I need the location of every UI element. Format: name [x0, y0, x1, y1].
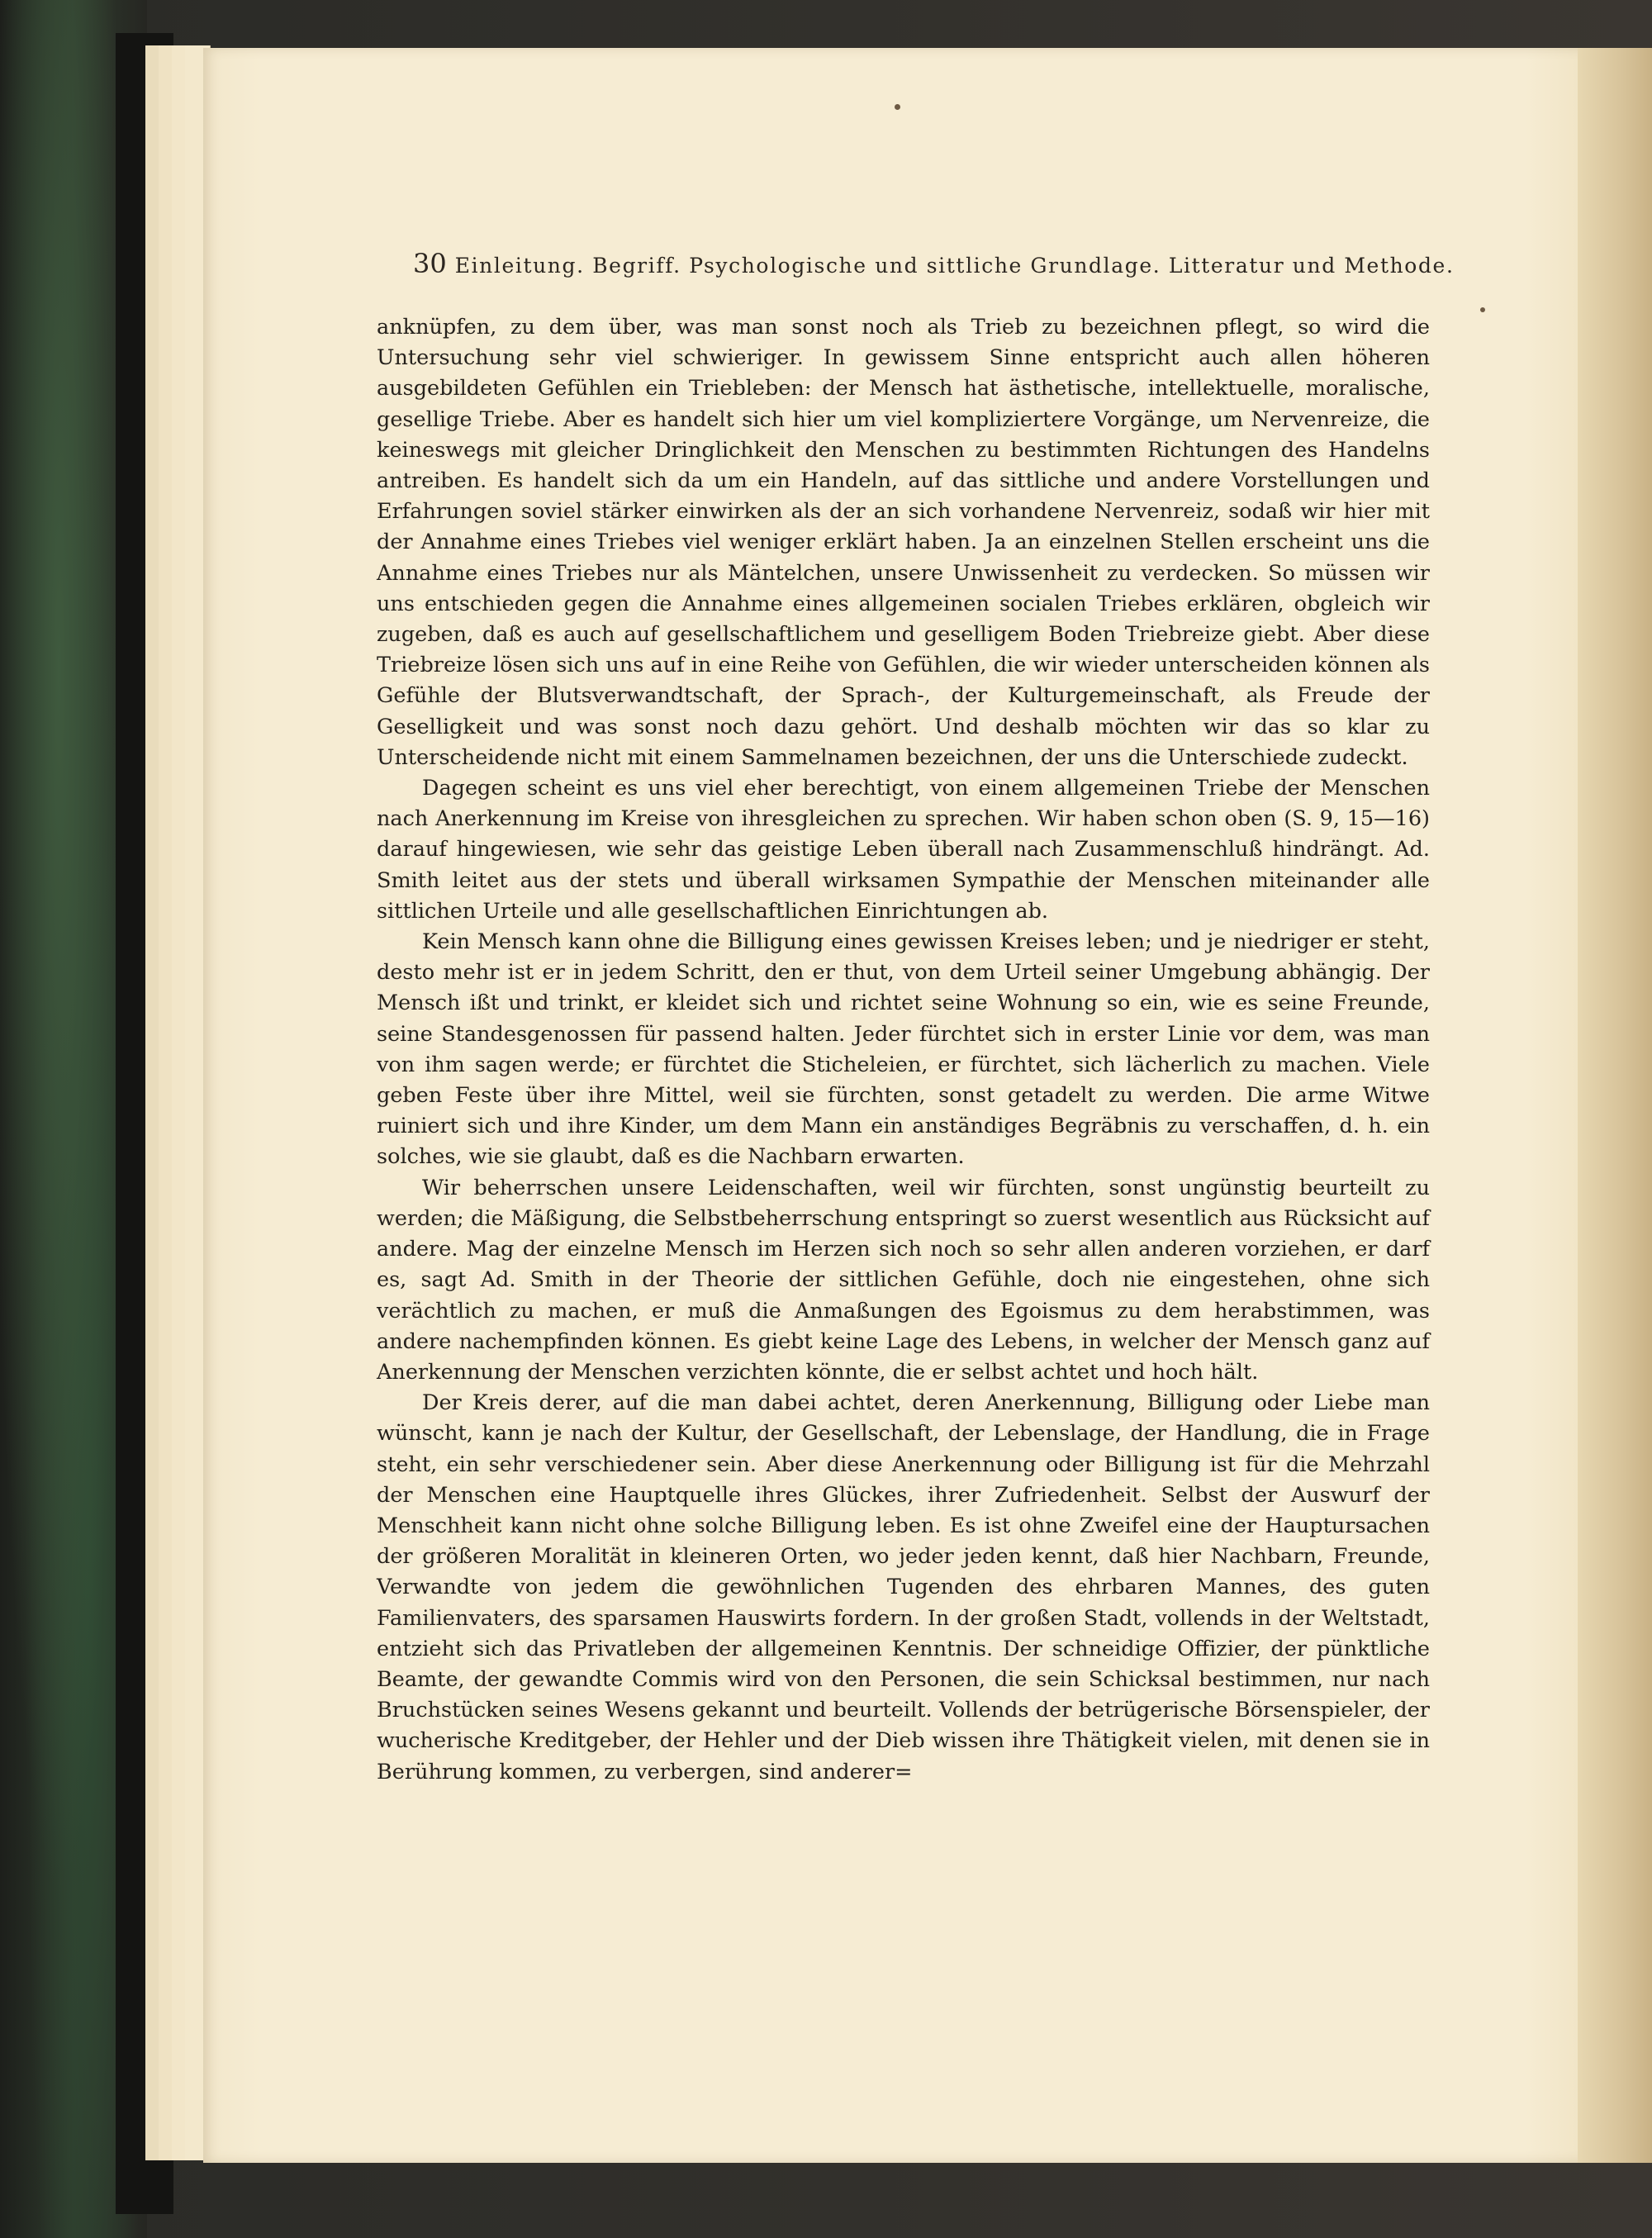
- paragraph: Kein Mensch kann ohne die Billigung eines gewissen Kreises leben; und je niedriger er steht, desto mehr ist er in jedem Schritt, den er thut, von dem Urteil seiner Umgebung abhängig. Der Mensch ißt und trinkt, er kleidet sich und richtet seine Wohnung so ein, wie es seine Freunde, seine Standesgenossen für passend halten. Jeder fürchtet sich in erster Linie vor dem, was man von ihm sagen werde; er fürchtet die Sticheleien, er fürchtet, sich lächerlich zu machen. Viele geben Feste über ihre Mittel, weil sie fürchten, sonst getadelt zu werden. Die arme Witwe ruiniert sich und ihre Kinder, um dem Mann ein anständiges Begräbnis zu verschaffen, d. h. ein solches, wie sie glaubt, daß es die Nachbarn erwarten.: [377, 929, 1430, 1170]
- ink-speck: [895, 104, 900, 110]
- paragraph: Der Kreis derer, auf die man dabei achtet, deren Anerkennung, Billigung oder Liebe man wünscht, kann je nach der Kultur, der Gesellschaft, der Lebenslage, der Handlung, die in Frage steht, ein sehr verschiedener sein. Aber diese Anerkennung oder Billigung ist für die Mehrzahl der Menschen eine Hauptquelle ihres Glückes, ihrer Zufriedenheit. Selbst der Auswurf der Menschheit kann nicht ohne solche Billigung leben. Es ist ohne Zweifel eine der Hauptursachen der größeren Moralität in kleineren Orten, wo jeder jeden kennt, daß hier Nachbarn, Freunde, Verwandte von jedem die gewöhnlichen Tugenden des ehrbaren Mannes, des guten Familienvaters, des sparsamen Hauswirts fordern. In der großen Stadt, vollends in der Weltstadt, entzieht sich das Privatleben der allgemeinen Kenntnis. Der schneidige Offizier, der pünktliche Beamte, der gewandte Commis wird von den Personen, die sein Schicksal bestimmen, nur nach Bruchstücken seines Wesens gekannt und beurteilt. Vollends der betrügerische Börsenspieler, der wucherische Kreditgeber, der Hehler und der Dieb wissen ihre Thätigkeit vielen, mit denen sie in Berührung kommen, zu verbergen, sind anderer=: [377, 1390, 1430, 1784]
- paragraph: Dagegen scheint es uns viel eher berechtigt, von einem allgemeinen Triebe der Menschen nach Anerkennung im Kreise von ihresgleichen zu sprechen. Wir haben schon oben (S. 9, 15—16) darauf hingewiesen, wie sehr das geistige Leben überall nach Zusammenschluß hindrängt. Ad. Smith leitet aus der stets und überall wirksamen Sympathie der Menschen miteinander alle sittlichen Urteile und alle gesellschaftlichen Einrichtungen ab.: [377, 776, 1430, 924]
- running-head: Einleitung. Begriff. Psychologische und sittliche Grundlage. Litteratur und Methode.: [454, 254, 1455, 278]
- ink-speck: [1480, 307, 1485, 312]
- body-text: [377, 312, 1430, 1788]
- paragraph: anknüpfen, zu dem über, was man sonst noch als Trieb zu bezeichnen pflegt, so wird die Untersuchung sehr viel schwieriger. In gewissem Sinne entspricht auch allen höheren ausgebildeten Gefühlen ein Triebleben: der Mensch hat ästhetische, intellektuelle, moralische, gesellige Triebe. Aber es handelt sich hier um viel kompliziertere Vorgänge, um Nervenreize, die keineswegs mit gleicher Dringlichkeit den Menschen zu bestimmten Richtungen des Handelns antreiben. Es handelt sich da um ein Handeln, auf das sittliche und andere Vorstellungen und Erfahrungen soviel stärker einwirken als der an sich vorhandene Nervenreiz, sodaß wir hier mit der Annahme eines Triebes viel weniger erklärt haben. Ja an einzelnen Stellen erscheint uns die Annahme eines Triebes nur als Mäntelchen, unsere Unwissenheit zu verdecken. So müssen wir uns entschieden gegen die Annahme eines allgemeinen socialen Triebes erklären, obgleich wir zugeben, daß es auch auf gesellschaftlichem und geselligem Boden Triebreize giebt. Aber diese Triebreize lösen sich uns auf in eine Reihe von Gefühlen, die wir wieder unterscheiden können als Gefühle der Blutsverwandtschaft, der Sprach-, der Kulturgemeinschaft, als Freude der Geselligkeit und was sonst noch dazu gehört. Und deshalb möchten wir das so klar zu Unterscheidende nicht mit einem Sammelnamen bezeichnen, der uns die Unterschiede zudeckt.: [377, 315, 1430, 770]
- page-header: [413, 248, 1455, 284]
- page-gutter: [1578, 48, 1652, 2163]
- page-number: 30: [413, 248, 447, 279]
- paragraph: Wir beherrschen unsere Leidenschaften, weil wir fürchten, sonst ungünstig beurteilt zu werden; die Mäßigung, die Selbstbeherrschung entspringt so zuerst wesentlich aus Rücksicht auf andere. Mag der einzelne Mensch im Herzen sich noch so sehr allen anderen vorziehen, er darf es, sagt Ad. Smith in der Theorie der sittlichen Gefühle, doch nie eingestehen, ohne sich verächtlich zu machen, er muß die Anmaßungen des Egoismus zu dem herabstimmen, was andere nachempfinden können. Es giebt keine Lage des Lebens, in welcher der Mensch ganz auf Anerkennung der Menschen verzichten könnte, die er selbst achtet und hoch hält.: [377, 1175, 1430, 1385]
